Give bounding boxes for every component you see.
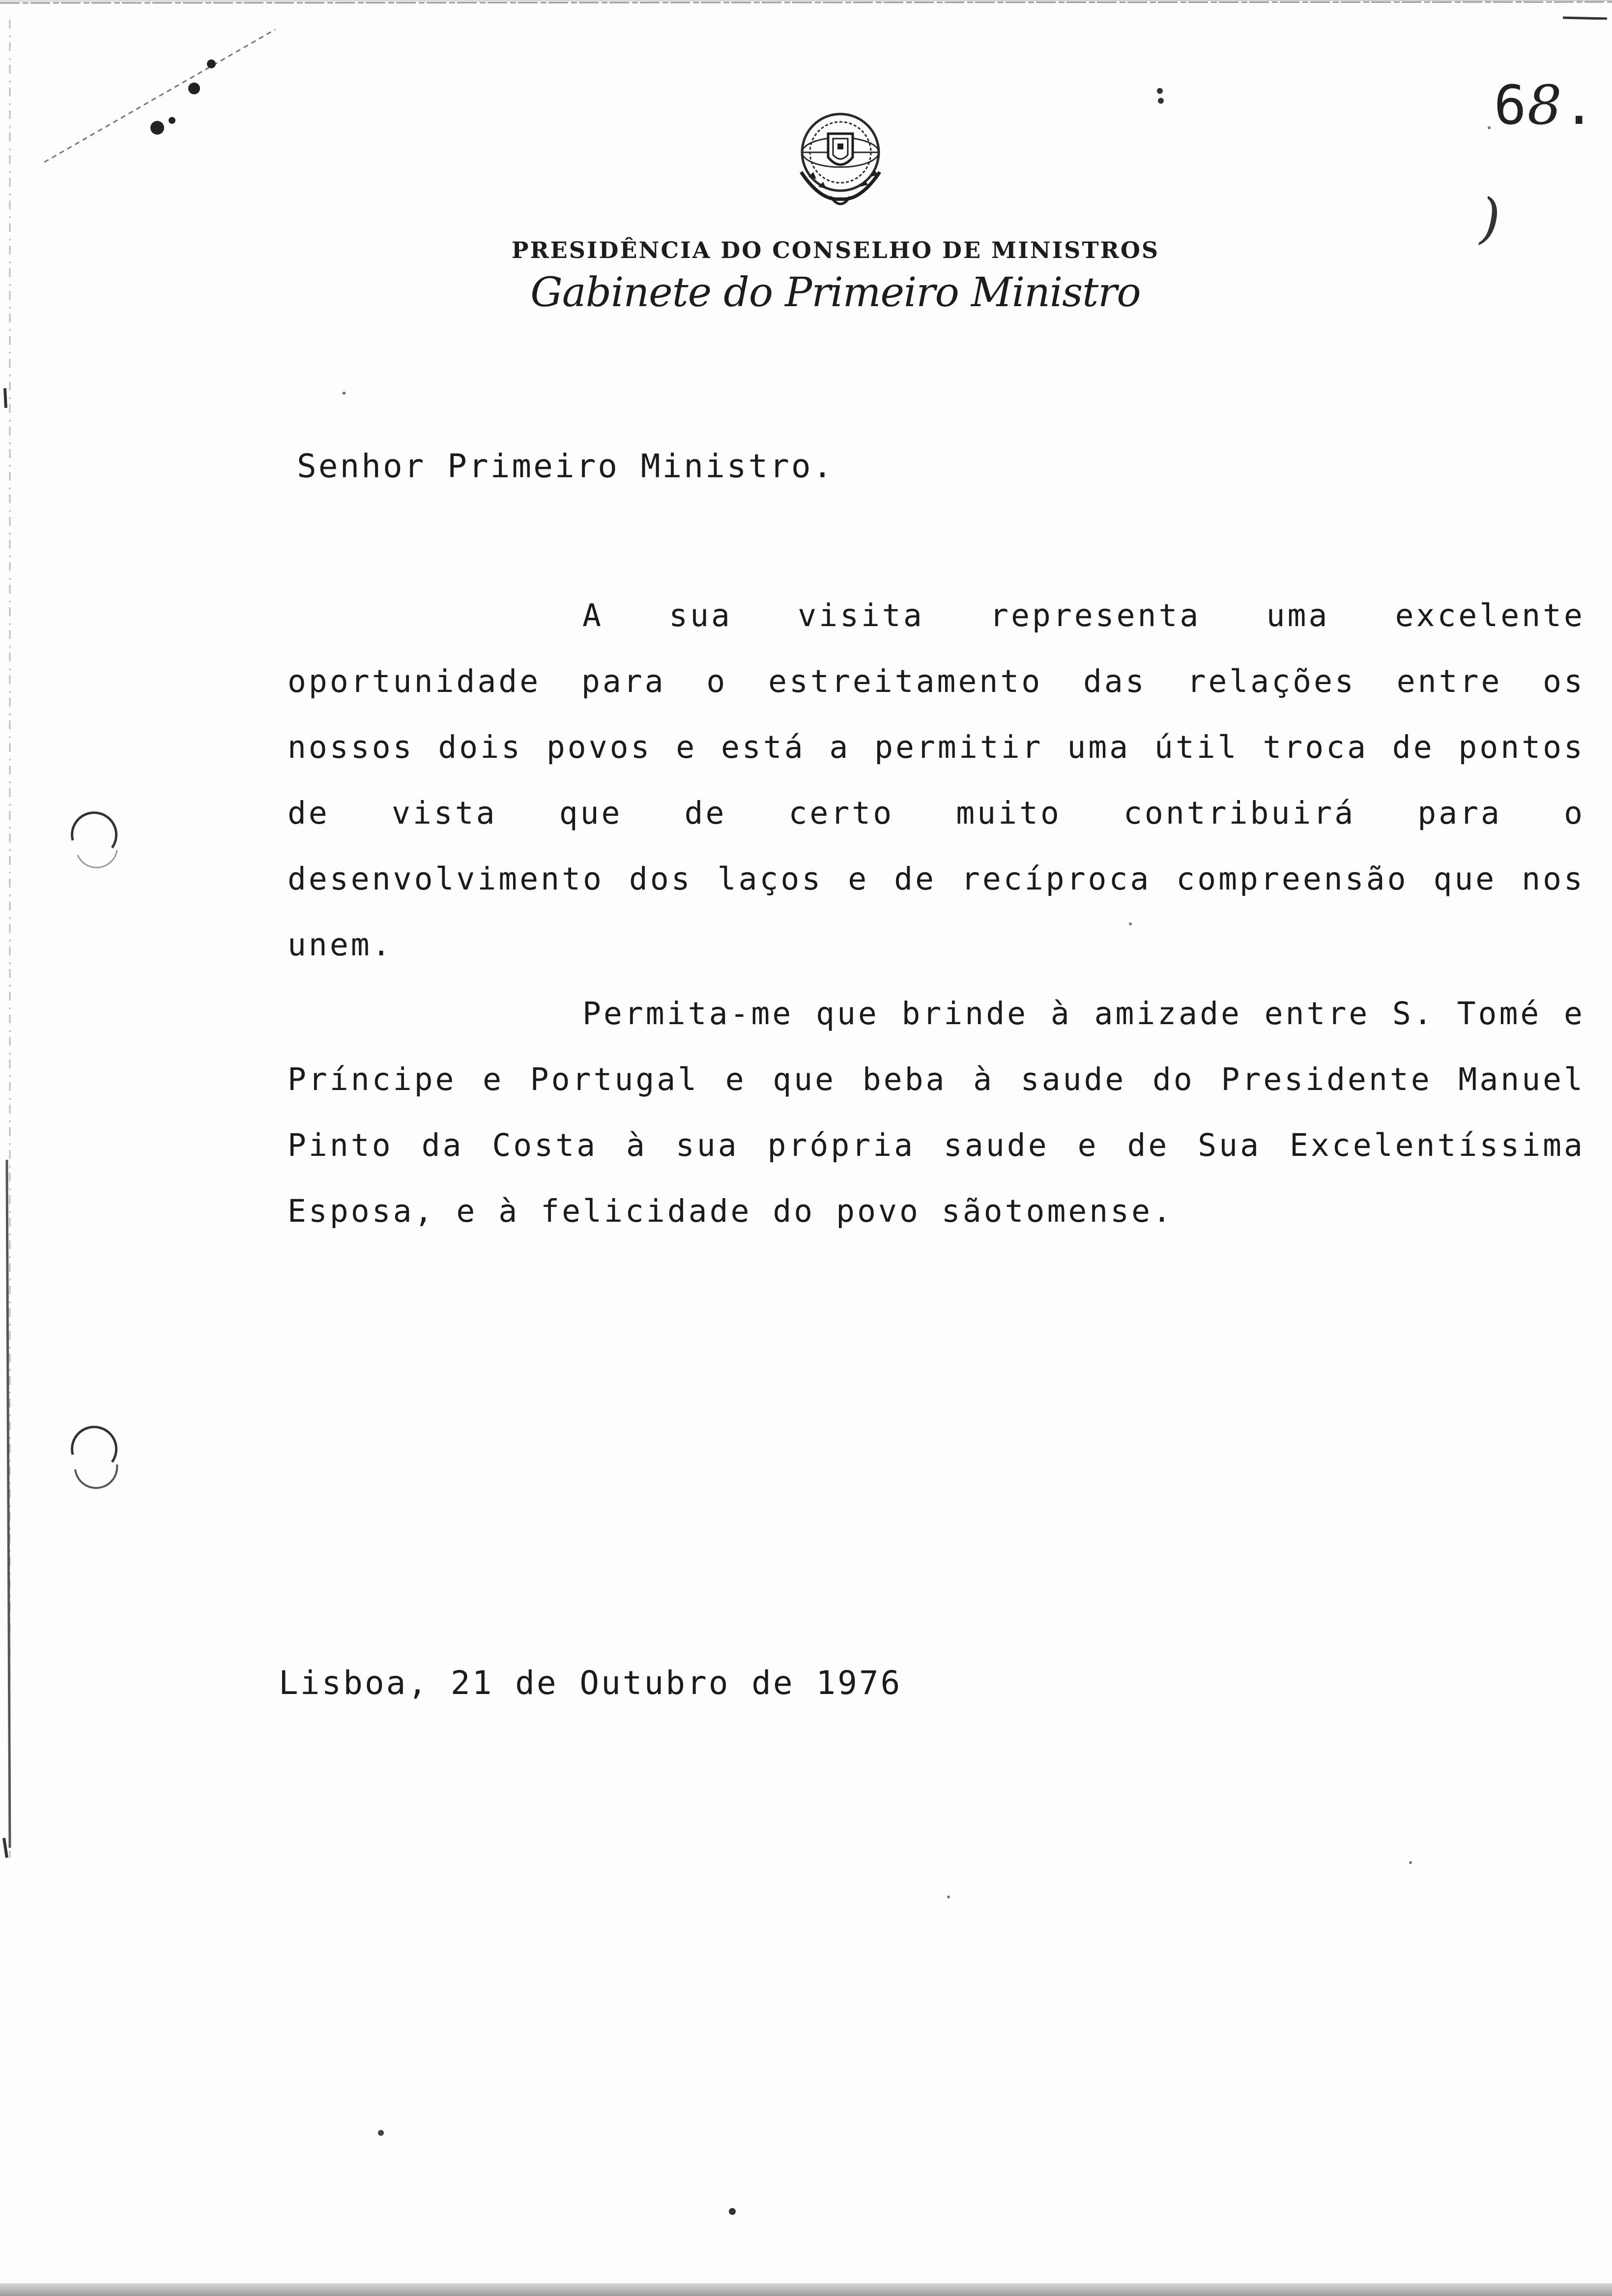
punch-hole-upper [63, 811, 122, 875]
letterhead-office: Gabinete do Primeiro Ministro [530, 269, 1141, 316]
letter-paragraph-1: A sua visita representa uma excelente oportunidade para o estreitamento das relações entre os nossos dois povos e está a permitir uma útil troca de pontos de vista que de certo muito contribuirá para o desenvolvimento dos laços e de recíproca compreensão que nos unem. [288, 598, 1585, 963]
page-number [1494, 74, 1596, 137]
page-number-handwritten: 8 [1527, 74, 1563, 137]
letter-paragraph-2: Permita-me que brinde à amizade entre S. Tomé e Príncipe e Portugal e que beba à saude do Presidente Manuel Pinto da Costa à sua própria saude e de Sua Excelentíssima Esposa, e à felicidade do povo sãotomense. [288, 996, 1585, 1229]
scan-top-edge [0, 0, 1612, 20]
place-and-date: Lisboa, 21 de Outubro de 1976 [279, 1664, 902, 1702]
salutation: Senhor Primeiro Ministro. [297, 447, 835, 485]
portuguese-coat-of-arms-icon [781, 98, 899, 216]
scan-left-edge [0, 0, 39, 2296]
margin-mark: ) [1479, 187, 1500, 250]
punch-hole-lower [63, 1425, 122, 1489]
letterhead-organization: PRESIDÊNCIA DO CONSELHO DE MINISTROS [511, 237, 1160, 263]
page-number-printed: 6 [1494, 74, 1527, 137]
scan-bottom-edge [0, 2283, 1612, 2296]
page-number-suffix: . [1562, 74, 1596, 137]
